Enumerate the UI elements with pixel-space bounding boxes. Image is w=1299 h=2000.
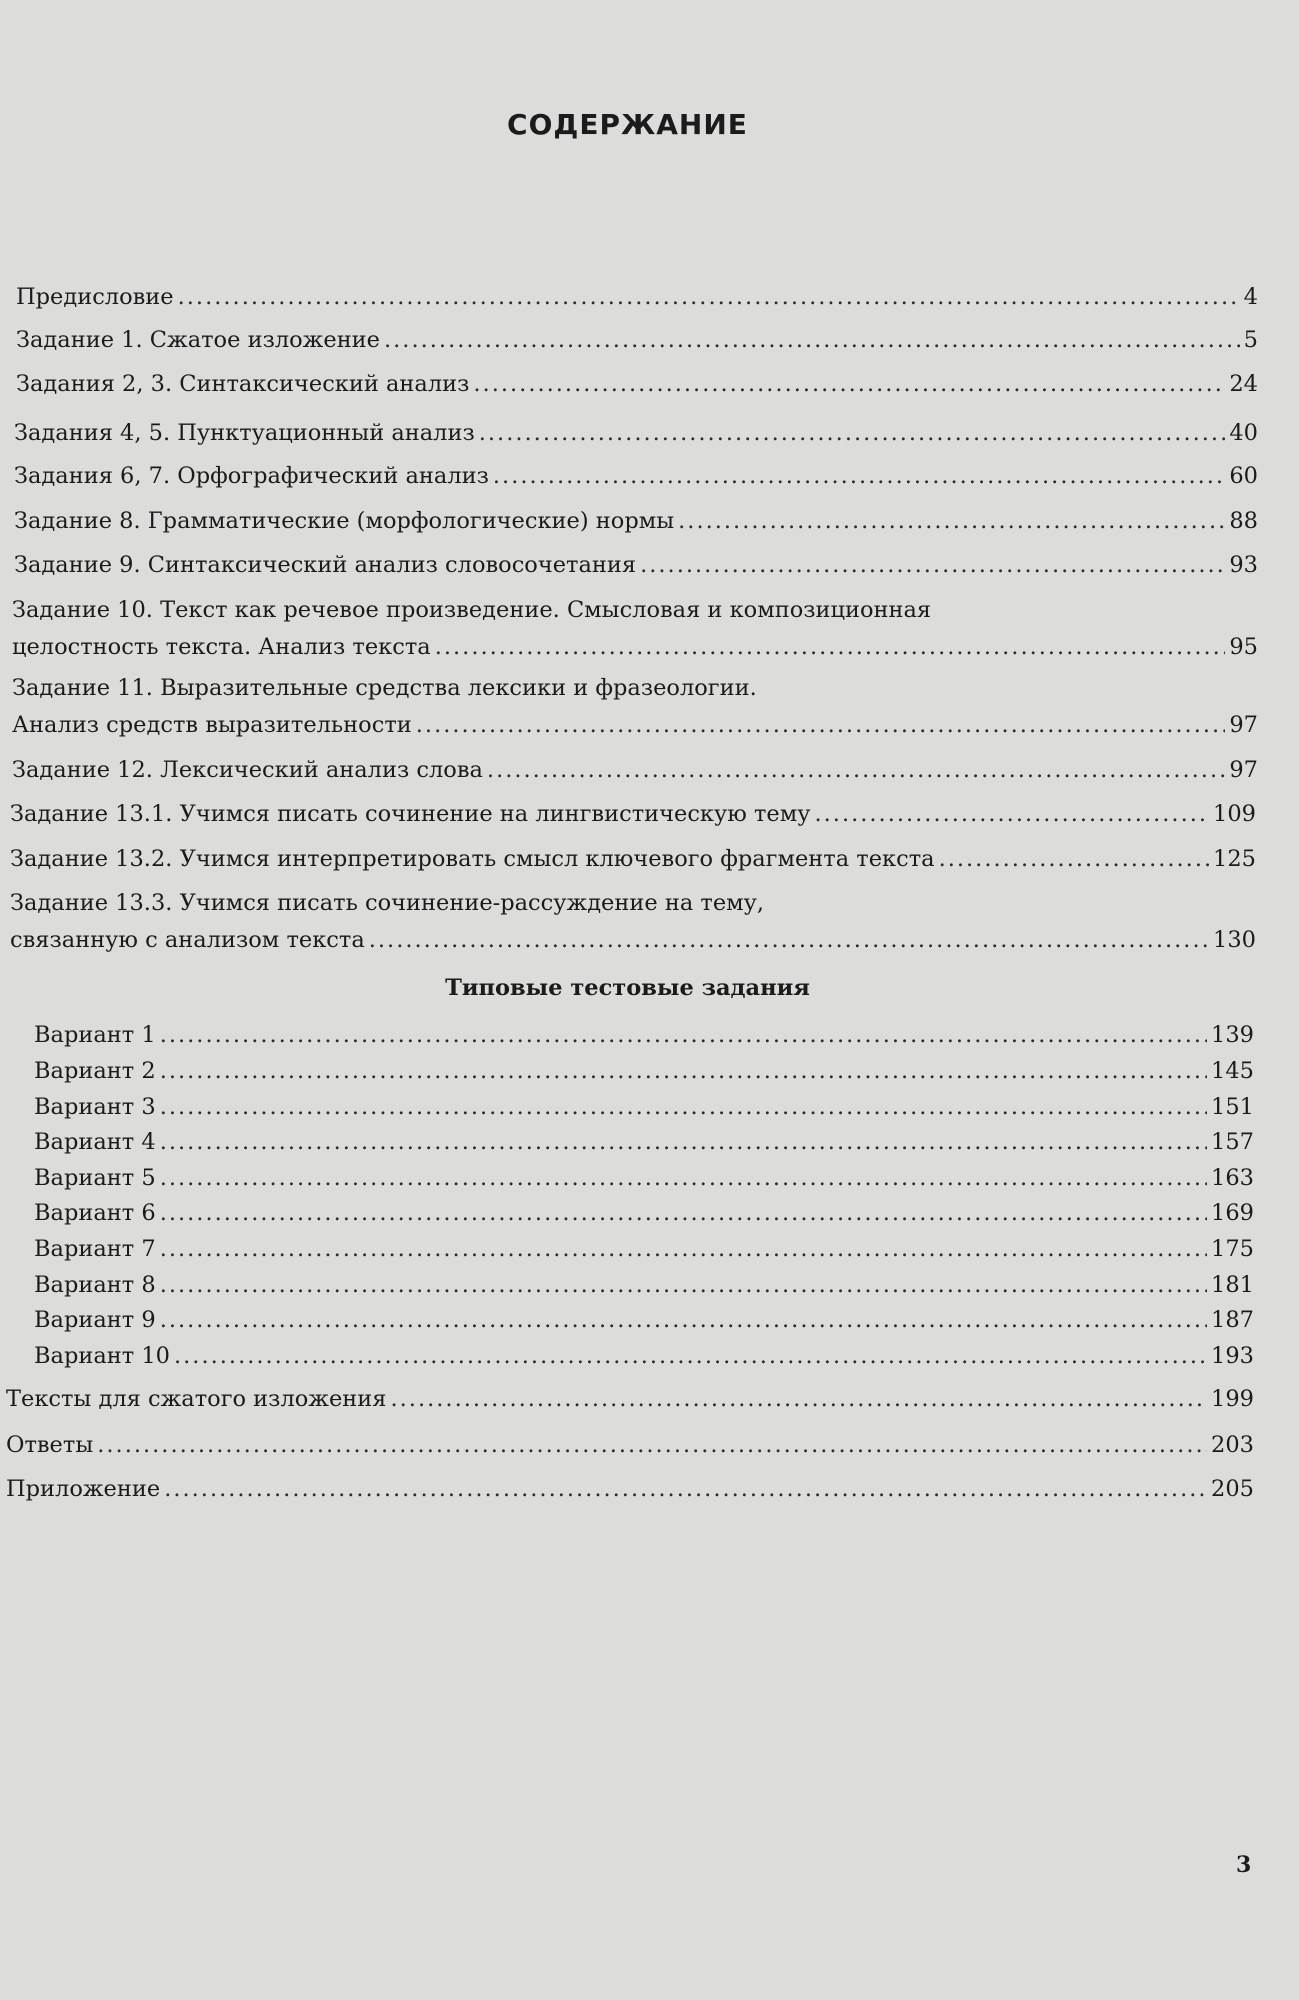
entry-text: Тексты для сжатого изложения xyxy=(6,1386,387,1412)
variant-text: Вариант 3 xyxy=(34,1094,156,1120)
entry-text: Задание 13.1. Учимся писать сочинение на лингвистическую тему xyxy=(10,801,811,827)
variant-text: Вариант 10 xyxy=(34,1343,170,1369)
variant-entry xyxy=(34,1270,1254,1300)
page-number: 3 xyxy=(1236,1852,1252,1878)
entry-text: Приложение xyxy=(6,1476,161,1502)
toc-entry xyxy=(16,369,1258,399)
entry-page: 4 xyxy=(1243,284,1258,310)
entry-text: Анализ средств выразительности xyxy=(12,712,412,738)
variant-page: 187 xyxy=(1211,1307,1254,1333)
variant-page: 181 xyxy=(1211,1272,1254,1298)
entry-page: 97 xyxy=(1229,757,1258,783)
toc-entry xyxy=(6,1474,1254,1504)
variant-entry xyxy=(34,1020,1254,1050)
variant-text: Вариант 2 xyxy=(34,1058,156,1084)
toc-entry xyxy=(12,673,1258,740)
entry-page: 205 xyxy=(1211,1476,1254,1502)
variant-entry xyxy=(34,1198,1254,1228)
entry-page: 97 xyxy=(1229,712,1258,738)
variant-text: Вариант 1 xyxy=(34,1022,156,1048)
section-title: Типовые тестовые задания xyxy=(445,975,810,1001)
variant-text: Вариант 9 xyxy=(34,1307,156,1333)
variant-page: 157 xyxy=(1211,1129,1254,1155)
variant-text: Вариант 5 xyxy=(34,1165,156,1191)
entry-text: Задание 13.2. Учимся интерпретировать смысл ключевого фрагмента текста xyxy=(10,846,935,872)
entry-text-first-line: Задание 11. Выразительные средства лексики и фразеологии. xyxy=(12,675,757,701)
toc-entry xyxy=(12,755,1258,785)
variant-entry xyxy=(34,1056,1254,1086)
entry-page: 95 xyxy=(1229,634,1258,660)
variant-page: 139 xyxy=(1211,1022,1254,1048)
variant-page: 193 xyxy=(1211,1343,1254,1369)
toc-entry xyxy=(10,799,1256,829)
entry-page: 40 xyxy=(1229,420,1258,446)
variant-text: Вариант 7 xyxy=(34,1236,156,1262)
toc-entry xyxy=(16,282,1258,312)
entry-text: Ответы xyxy=(6,1432,94,1458)
entry-text: Предисловие xyxy=(16,284,174,310)
toc-entry xyxy=(14,461,1258,491)
toc-entry xyxy=(6,1384,1254,1414)
variant-text: Вариант 4 xyxy=(34,1129,156,1155)
variant-entry xyxy=(34,1234,1254,1264)
entry-page: 88 xyxy=(1229,508,1258,534)
variant-page: 163 xyxy=(1211,1165,1254,1191)
variant-entry xyxy=(34,1305,1254,1335)
entry-text-first-line: Задание 13.3. Учимся писать сочинение-рассуждение на тему, xyxy=(10,890,765,916)
variant-page: 151 xyxy=(1211,1094,1254,1120)
toc-entry xyxy=(12,595,1258,662)
page-title: СОДЕРЖАНИЕ xyxy=(507,108,748,141)
entry-text: Задание 12. Лексический анализ слова xyxy=(12,757,483,783)
entry-text: Задания 6, 7. Орфографический анализ xyxy=(14,463,489,489)
entry-text-first-line: Задание 10. Текст как речевое произведение. Смысловая и композиционная xyxy=(12,597,932,623)
variant-entry xyxy=(34,1341,1254,1371)
toc-entry xyxy=(6,1430,1254,1460)
toc-entry xyxy=(14,506,1258,536)
entry-page: 203 xyxy=(1211,1432,1254,1458)
entry-text: Задания 2, 3. Синтаксический анализ xyxy=(16,371,470,397)
toc-entry xyxy=(14,418,1258,448)
entry-page: 125 xyxy=(1213,846,1256,872)
entry-page: 109 xyxy=(1213,801,1256,827)
variant-entry xyxy=(34,1163,1254,1193)
variant-page: 175 xyxy=(1211,1236,1254,1262)
entry-text: связанную с анализом текста xyxy=(10,927,365,953)
variant-page: 145 xyxy=(1211,1058,1254,1084)
entry-page: 60 xyxy=(1229,463,1258,489)
variant-text: Вариант 8 xyxy=(34,1272,156,1298)
entry-page: 130 xyxy=(1213,927,1256,953)
entry-text: Задание 8. Грамматические (морфологические) нормы xyxy=(14,508,675,534)
toc-entry xyxy=(10,888,1256,955)
entry-text: Задание 1. Сжатое изложение xyxy=(16,327,380,353)
toc-entry xyxy=(10,844,1256,874)
entry-page: 93 xyxy=(1229,552,1258,578)
entry-text: Задание 9. Синтаксический анализ словосочетания xyxy=(14,552,637,578)
entry-text: Задания 4, 5. Пунктуационный анализ xyxy=(14,420,475,446)
entry-page: 24 xyxy=(1229,371,1258,397)
entry-text: целостность текста. Анализ текста xyxy=(12,634,431,660)
variant-entry xyxy=(34,1127,1254,1157)
variant-page: 169 xyxy=(1211,1200,1254,1226)
variant-text: Вариант 6 xyxy=(34,1200,156,1226)
entry-page: 199 xyxy=(1211,1386,1254,1412)
variant-entry xyxy=(34,1092,1254,1122)
toc-entry xyxy=(16,325,1258,355)
toc-entry xyxy=(14,550,1258,580)
entry-page: 5 xyxy=(1243,327,1258,353)
